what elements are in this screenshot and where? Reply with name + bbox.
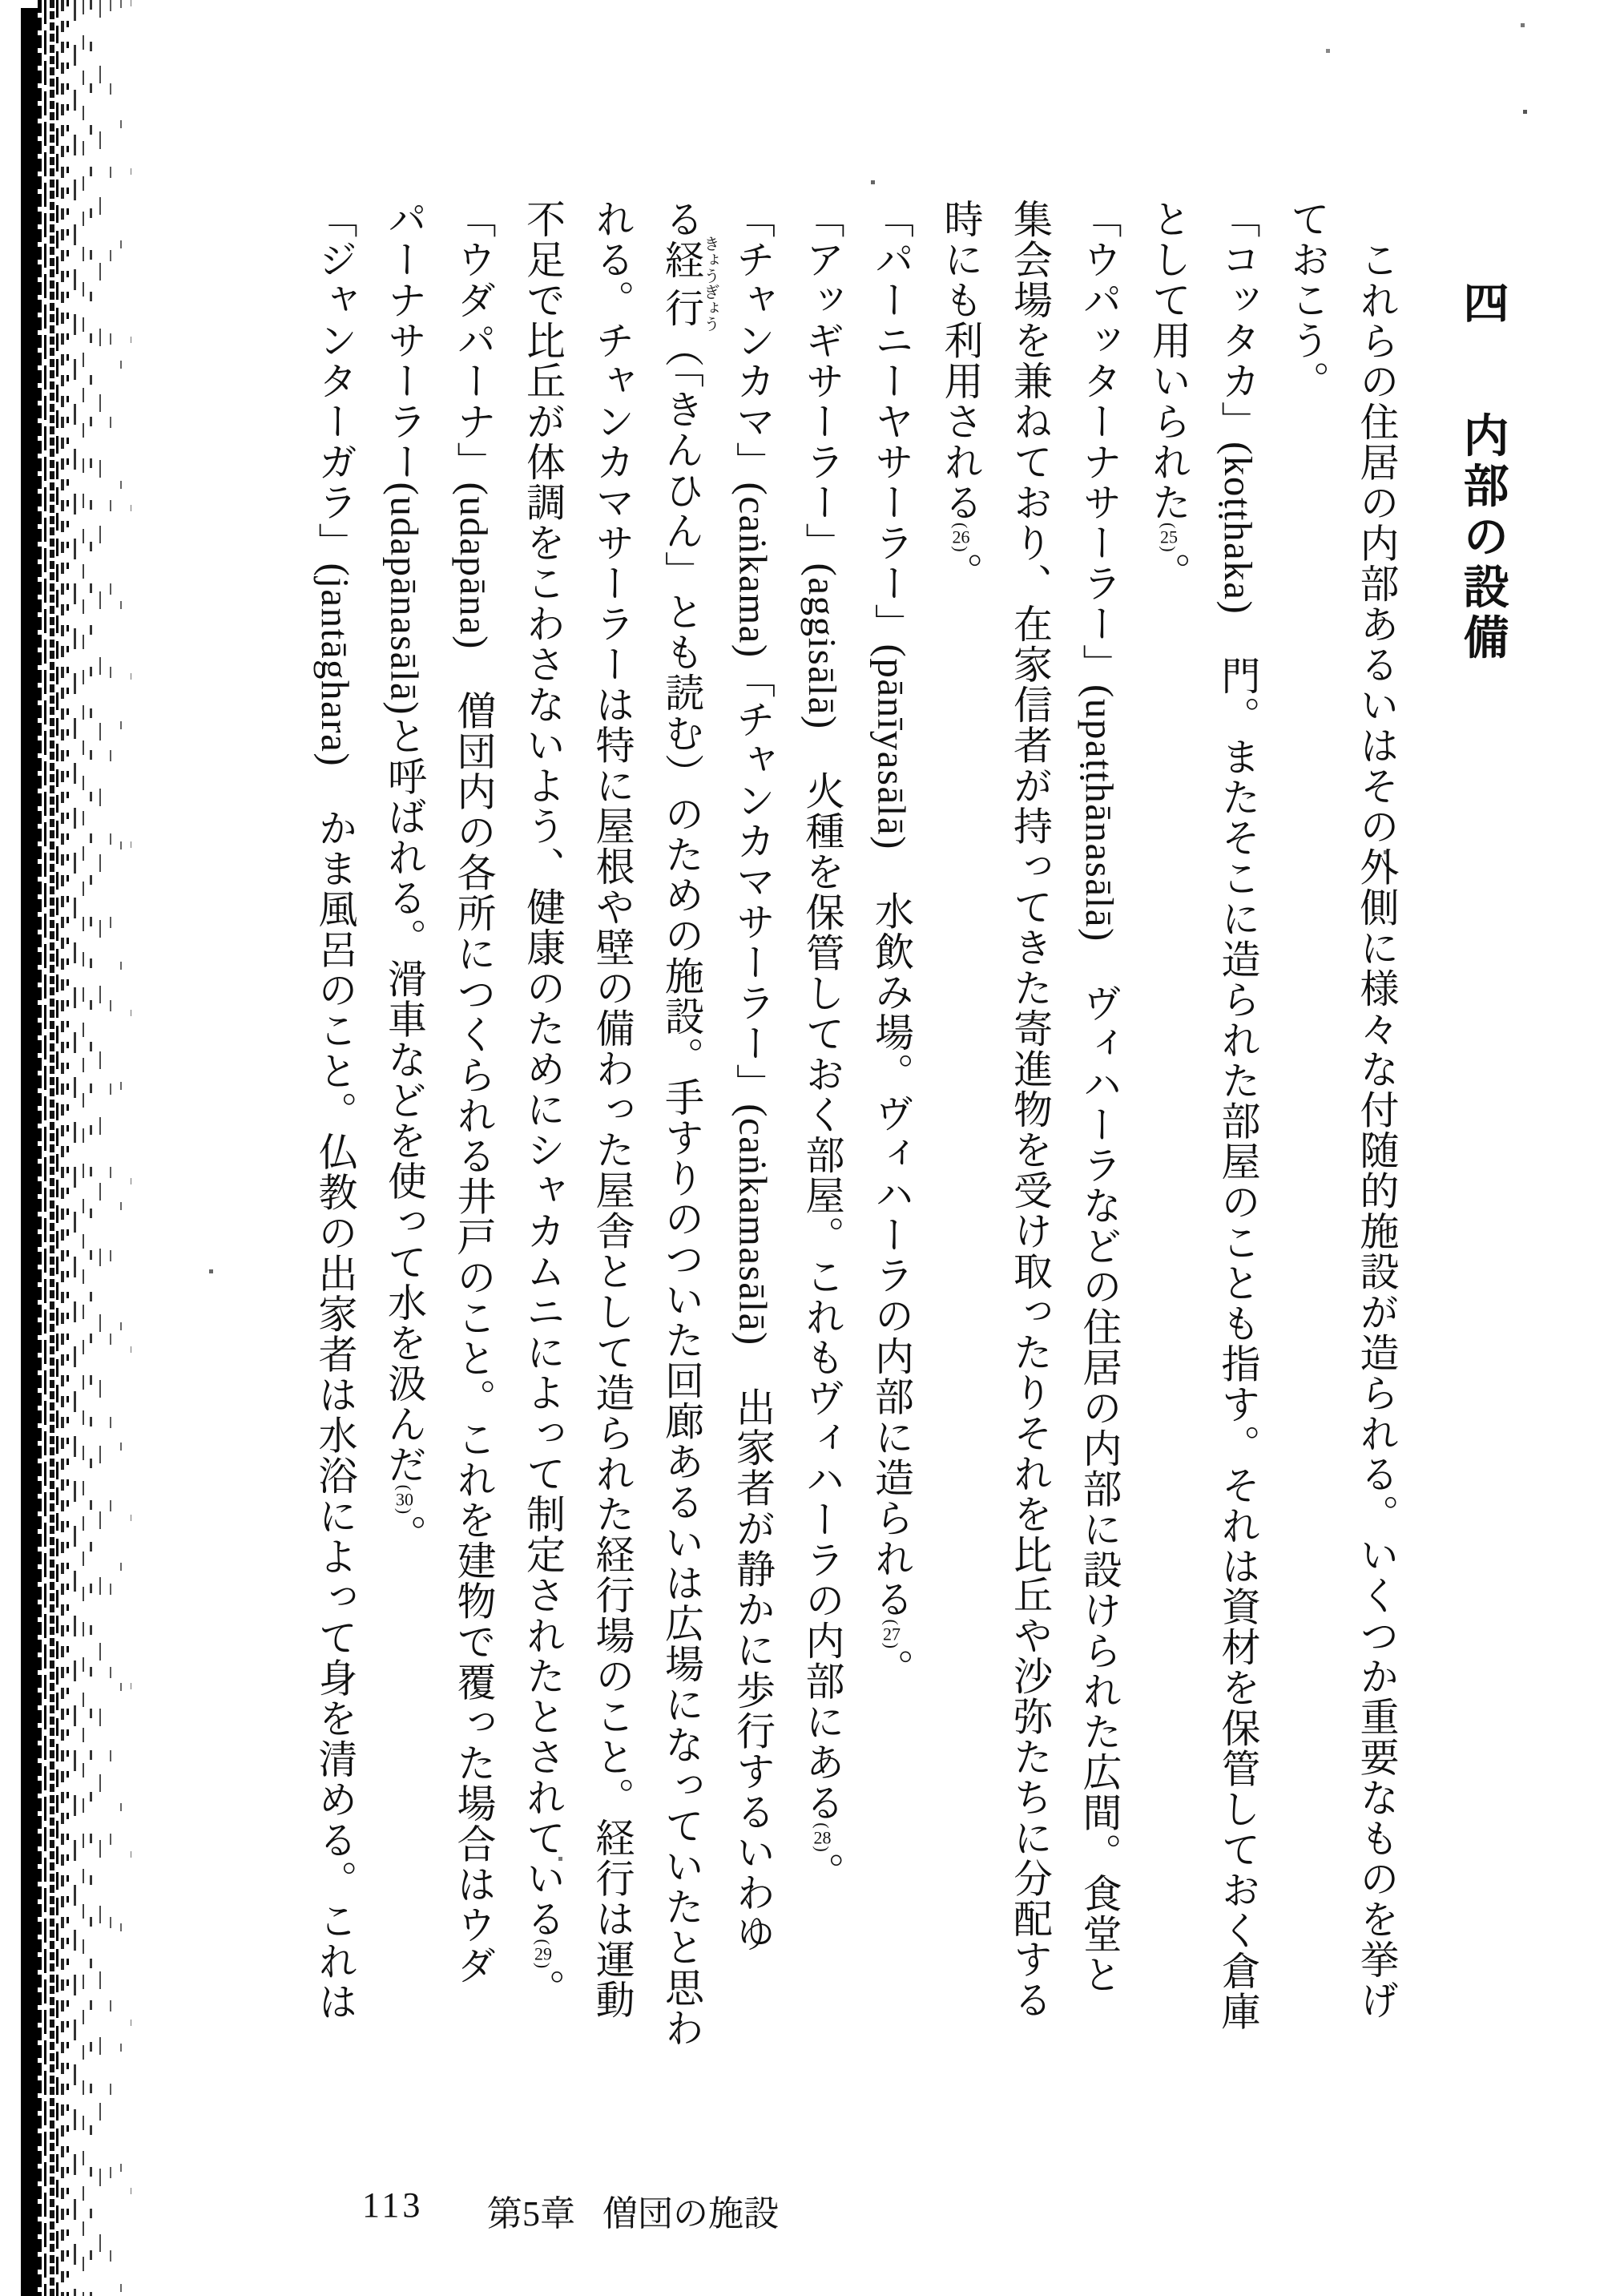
ruby-annotated-word: 経行きょうぎょう	[659, 235, 719, 332]
section-number: 四	[1457, 279, 1507, 329]
text-column: 不足で比丘が体調をこわさないよう、健康のためにシャカムニによって制定されたとされている(29)。	[521, 199, 566, 2009]
footnote-marker: (28)	[812, 1822, 832, 1852]
footnote-marker: (30)	[394, 1484, 415, 1515]
footnote-marker: (29)	[533, 1939, 554, 1969]
text-column: これらの住居の内部あるいはその外側に様々な付随的施設が造られる。いくつか重要なものを挙げ	[1355, 239, 1399, 2020]
text-column: 「ウパッターナサーラー」(upaṭṭhānasālā) ヴィハーラなどの住居の内部に設けられた広間。食堂と	[1078, 199, 1122, 1995]
text-column: 「チャンカマ」(caṅkama)「チャンカマサーラー」(caṅkamasālā) 出家者が静かに歩行するいわゆ	[731, 199, 776, 1954]
text-column: る経行きょうぎょう（「きんひん」とも読む）のための施設。手すりのついた回廊あるいは広場になっていたと思わ	[659, 199, 719, 2048]
text-column: 「ジャンターガラ」(jantāghara) かま風呂のこと。仏教の出家者は水浴によって身を清める。これは	[313, 199, 357, 2022]
heading-gap	[1481, 345, 1482, 395]
body-text	[300, 199, 1517, 2058]
text-column: 「パーニーヤサーラー」(pānīyasālā) 水飲み場。ヴィハーラの内部に造られる(27)。	[869, 199, 914, 1689]
text-column: として用いられた(25)。	[1146, 199, 1191, 593]
page-footer	[0, 2185, 1624, 2233]
text-column: ておこう。	[1285, 199, 1330, 401]
page-number: 113	[362, 2185, 424, 2225]
section-heading	[1446, 199, 1517, 2058]
footnote-marker: (27)	[881, 1619, 902, 1649]
text-column: 「アッギサーラー」(aggisālā) 火種を保管しておく部屋。これもヴィハーラの内部にある(28)。	[800, 199, 844, 1893]
text-column: 時にも利用される(26)。	[939, 199, 983, 593]
text-column: 「ウダパーナ」(udapāna) 僧団内の各所につくられる井戸のこと。これを建物で覆った場合はウダ	[452, 199, 496, 1986]
text-column: 集会場を兼ねており、在家信者が持ってきた寄進物を受け取ったりそれを比丘や沙弥たちに分配する	[1008, 199, 1053, 2020]
footnote-marker: (25)	[1159, 523, 1179, 552]
text-column: パーナサーラー(udapānasālā)と呼ばれる。滑車などを使って水を汲んだ(30)。	[382, 199, 427, 1555]
chapter-title: 僧団の施設	[602, 2194, 779, 2233]
footnote-marker: (26)	[951, 523, 971, 552]
text-column: 「コッタカ」(koṭṭhaka) 門。またそこに造られた部屋のことも指す。それは資材を保管しておく倉庫	[1216, 199, 1260, 2032]
running-title	[487, 2185, 779, 2236]
scan-noise-specks	[0, 0, 2, 2]
chapter-label: 第5章	[487, 2194, 575, 2233]
text-column: れる。チャンカマサーラーは特に屋根や壁の備わった屋舎として造られた経行場のこと。経行は運動	[590, 199, 635, 2020]
scan-artifact-band	[0, 0, 144, 2296]
section-title: 内部の設備	[1457, 411, 1507, 664]
